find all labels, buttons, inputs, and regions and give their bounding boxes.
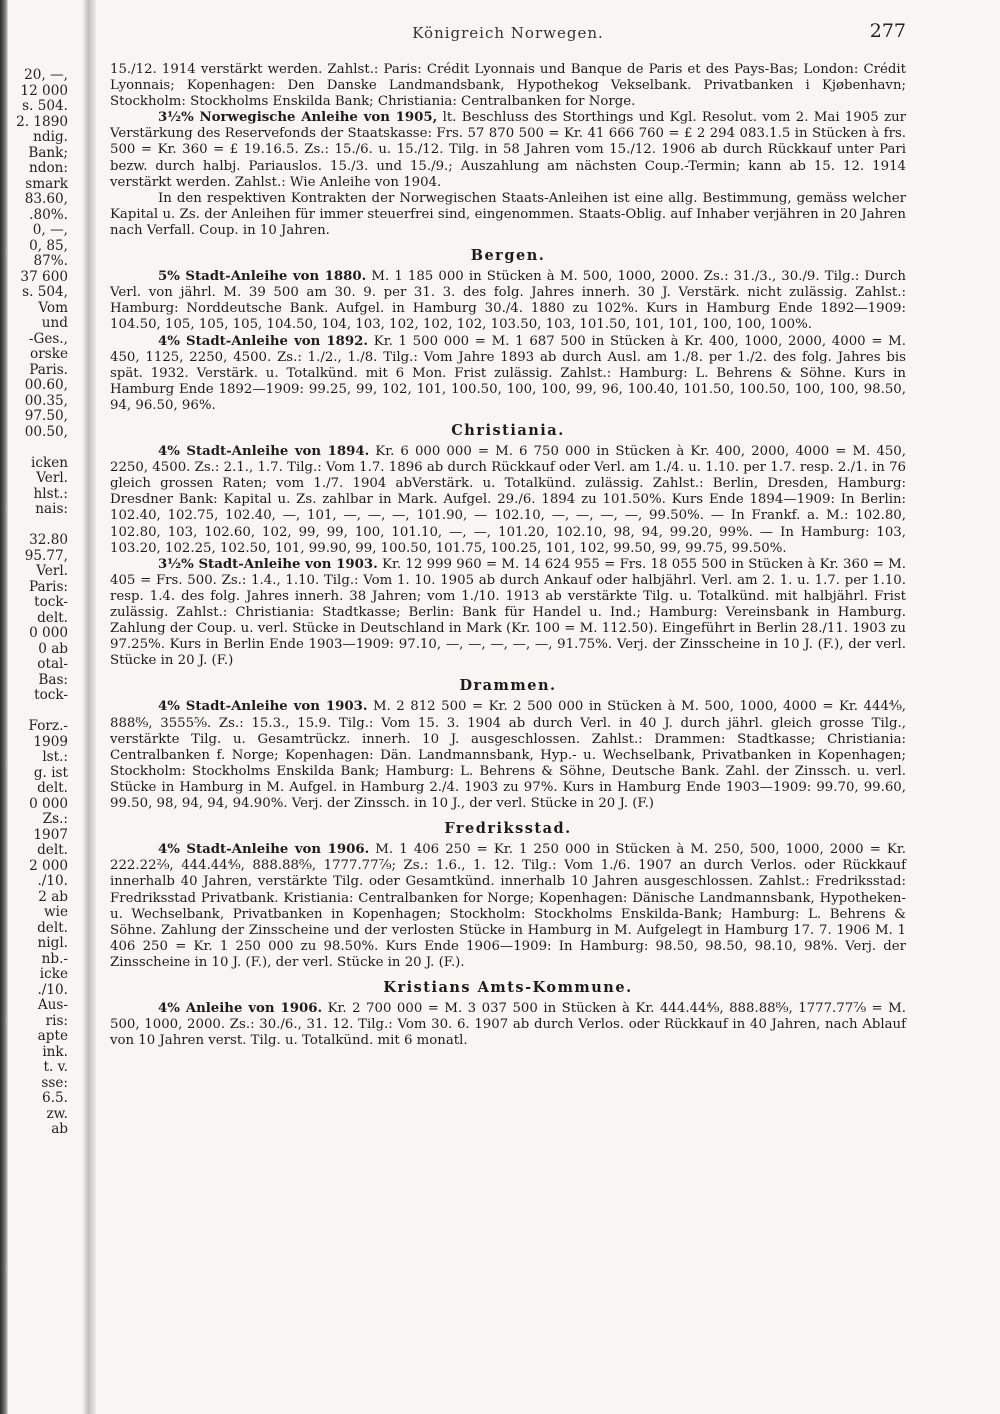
paragraph-tax-note: In den respektiven Kontrakten der Norwegischen Staats-Anleihen ist eine allg. Bestimmung, gemäss welcher Kapital u. Zs. der Anleihen für immer steuerfrei sind, eingenommen. Staats-Oblig. auf Inhaber verjähren in 20 Jahren nach Verfall. Coup. in 10 Jahren. [110,190,906,238]
margin-fragment: 95.77, [24,547,68,564]
section-heading-christiania: Christiania. [451,421,565,439]
margin-fragment: hlst.: [33,485,68,502]
page-number: 277 [869,20,906,42]
loan-title: 4% Stadt-Anleihe von 1903. [158,699,368,715]
margin-fragment: Paris: [28,578,68,595]
margin-fragment: lst.: [42,749,68,765]
loan-title: 5% Stadt-Anleihe von 1880. [158,269,367,285]
loan-entry-fredriksstad-1906 [110,842,906,971]
margin-fragment [0,440,68,456]
margin-fragment: ndig. [33,129,68,145]
margin-fragment: 12 000 [20,82,68,99]
margin-fragment: 0 000 [29,625,68,641]
section-heading-drammen: Drammen. [459,677,557,695]
margin-fragment: smark [25,175,68,192]
margin-fragment: g. ist [33,764,68,781]
section-heading-fredriksstad: Fredriksstad. [444,820,572,838]
margin-fragment: tock- [34,687,68,703]
margin-fragment: ./10. [37,873,68,889]
loan-entry-christiania-1894 [110,444,906,557]
margin-fragment: Bank; [28,144,68,161]
margin-fragment: ndon: [29,160,68,176]
margin-fragment: 0 ab [38,640,68,657]
margin-fragment: 2. 1890 [16,113,68,130]
section-heading-bergen: Bergen. [470,247,546,265]
margin-fragment: Bas: [38,671,68,688]
loan-text: M. 1 185 000 in Stücken à M. 500, 1000, 2000. Zs.: 31./3., 30./9. Tilg.: Durch Verl. von jährl. M. 39 500 am 30. 9. per 31. 3. des folg. Jahres innerh. 30 J. Verstärk. nicht zulässig. Zahlst.: Hamburg: Norddeutsche Bank. Aufgel. in Hamburg 30./4. 1880 zu 102%. Kurs in Hamburg Ende 1892—1909: 104.50, 105, 105, 105, 104.50, 104, 103, 102, 102, 102, 103.50, 103, 101.50, 101, 101, 100, 100, 100%. [110,269,906,333]
margin-fragment: 1907 [33,826,68,843]
margin-fragment: 37 600 [20,268,68,285]
margin-fragment: -Ges., [28,330,68,347]
margin-fragment: delt. [37,919,68,936]
running-title: Königreich Norwegen. [412,24,604,42]
margin-fragment: 0 000 [29,795,68,812]
loan-text: M. 2 812 500 = Kr. 2 500 000 in Stücken à M. 500, 1000, 4000 = Kr. 444⁴⁄₉, 888⁸⁄₉, 3555⁵⁄₉. Zs.: 15.3., 15.9. Tilg.: Vom 15. 3. 1904 ab durch Verl. in 40 J. durch jährl. gleich grosse Tilg., verstärkte Tilg. u. Gesamtrückz. innerh. 10 J. ausgeschlossen. Zahlst.: Drammen: Stadtkasse; Christiania: Centralbanken f. Norge; Kopenhagen: Dän. Landmannsbank, Hyp.- u. Wechselbank, Privatbanken in Kopenhagen; Stockholm: Stockholms Enskilda Bank; Hamburg: L. Behrens & Söhne, Deutsche Bank. Zahl. der Zinssch. u. verl. Stücke in Hamburg in M. Aufgel. in Hamburg 2./4. 1903 zu 97%. Kurs in Hamburg Ende 1903—1909: 99.70, 99.60, 99.50, 98, 94, 94, 94.90%. Verj. der Zinssch. in 10 J., der verl. Stücke in 20 J. (F.) [110,699,907,812]
margin-fragment: ./10. [37,981,68,998]
loan-title: 4% Anleihe von 1906. [158,1001,323,1017]
margin-fragment [0,704,68,720]
previous-page-margin [0,68,68,1138]
margin-fragment: 00.35, [24,392,68,409]
margin-fragment: 2 ab [38,888,68,905]
margin-fragment: ris: [45,1012,68,1029]
margin-fragment: zw. [46,1105,68,1122]
margin-fragment: delt. [37,609,68,626]
margin-fragment: Zs.: [42,811,68,827]
margin-fragment: ink. [42,1043,68,1060]
margin-fragment: 32.80 [29,532,68,548]
margin-fragment: nais: [35,501,68,517]
margin-fragment: Forz.- [28,718,68,734]
loan-text: Kr. 2 700 000 = M. 3 037 500 in Stücken à Kr. 444.44⁴⁄₉, 888.88⁸⁄₉, 1777.77⁷⁄₉ = M. 500, 1000, 2000. Zs.: 30./6., 31. 12. Tilg.: Vom 30. 6. 1907 ab durch Verlos. oder Rückkauf in 40 Jahren, nach Ablauf von 10 Jahren verst. Tilg. u. Totalkünd. mit 6 monatl. [110,1001,906,1049]
margin-fragment: 1909 [33,733,68,750]
margin-fragment: t. v. [43,1059,68,1075]
loan-title: 3½% Norwegische Anleihe von 1905, [158,110,438,126]
margin-fragment: apte [37,1028,68,1044]
margin-fragment: sse: [41,1074,68,1091]
margin-fragment: 0, 85, [29,237,68,254]
loan-entry-bergen-1892 [110,334,906,414]
margin-fragment: Aus- [37,997,68,1013]
loan-title: 4% Stadt-Anleihe von 1892. [158,333,369,349]
loan-title: 4% Stadt-Anleihe von 1906. [158,842,370,858]
margin-fragment: icken [31,454,68,471]
loan-text: Kr. 1 500 000 = M. 1 687 500 in Stücken à Kr. 400, 1000, 2000, 4000 = M. 450, 1125, 2250, 4500. Zs.: 1./2., 1./8. Tilg.: Vom Jahre 1893 ab durch Ausl. am 1./8. per 1./2. des folg. Jahres bis spät. 1932. Verstärk. u. Totalkünd. mit 6 Mon. Frist zulässig. Zahlst.: Hamburg: L. Behrens & Söhne. Kurs in Hamburg Ende 1892—1909: 99.25, 99, 102, 101, 100.50, 100, 100, 99, 96, 100.40, 101.50, 100.50, 100, 100, 98.50, 94, 96.50, 96%. [110,333,906,413]
loan-entry-norway-1905 [110,110,906,190]
margin-fragment: ab [51,1121,68,1137]
margin-fragment: Verl. [36,563,68,579]
page-fold-shadow [82,0,96,1414]
loan-entry-kristians-amt-1906 [110,1001,906,1049]
margin-fragment: Vom [38,299,68,316]
loan-text: Kr. 6 000 000 = M. 6 750 000 in Stücken à Kr. 400, 2000, 4000 = M. 450, 2250, 4500. Zs.: 2.1., 1.7. Tilg.: Vom 1.7. 1896 ab durch Rückkauf oder Verl. am 1./4. u. 1.10. per 1.7. resp. 2./1. in 76 gleich grossen Raten; vom 1./7. 1904 abVerstärk. u. Totalkünd. zulässig. Zahlst.: Berlin, Dresden, Hamburg: Dresdner Bank: Kapital u. Zs. zahlbar in Mark. Aufgel. 29./6. 1894 zu 101.50%. Kurs Ende 1894—1909: In Berlin: 102.40, 102.75, 102.40, —, 101, —, —, —, 101.90, — 102.10, —, —, —, —, 99.50%. — In Frankf. a. M.: 102.80, 102.80, 103, 102.60, 102, 99, 99, 100, 101.10, —, —, 101.20, 102.10, 98, 94, 99.20, 99%. — In Hamburg: 103, 103.20, 102.25, 102.50, 101, 99.90, 99, 100.50, 101.75, 100.25, 101, 102, 99.50, 99, 99.75, 99.50%. [110,444,906,556]
loan-entry-bergen-1880 [110,269,906,333]
paragraph-zahlstellen: 15./12. 1914 verstärkt werden. Zahlst.: Paris: Crédit Lyonnais und Banque de Paris et des Pays-Bas; London: Crédit Lyonnais; Kopenhagen: Den Danske Landmandsbank, Hypothekog Vekselbank. Privatbanken i Kjøbenhavn; Stockholm: Stockholms Enskilda Bank; Christiania: Centralbanken for Norge. [110,62,906,110]
margin-fragment: 00.60, [24,377,68,393]
margin-fragment: Paris. [29,361,68,378]
margin-fragment: delt. [37,780,68,796]
margin-fragment: 97.50, [24,408,68,424]
loan-title: 4% Stadt-Anleihe von 1894. [158,444,370,460]
margin-fragment: .80%. [29,206,68,223]
margin-fragment: 6.5. [42,1090,68,1106]
margin-fragment: otal- [37,656,68,672]
margin-fragment: nb.- [41,950,68,967]
margin-fragment: 0, —, [32,222,68,238]
loan-text: M. 1 406 250 = Kr. 1 250 000 in Stücken à M. 250, 500, 1000, 2000 = Kr. 222.22²⁄₉, 444.44⁴⁄₉, 888.88⁸⁄₉, 1777.77⁷⁄₉; Zs.: 1.6., 1. 12. Tilg.: Vom 1./6. 1907 an durch Verlos. oder Rückkauf innerhalb 40 Jahren, verstärkte Tilg. oder Gesamtkünd. innerhalb 10 Jahren ausgeschlossen. Zahlst.: Fredriksstad: Fredriksstad Privatbank. Kristiania: Centralbanken for Norge; Kopenhagen: Dänische Landmannsbank, Hypotheken- u. Wechselbank, Privatbanken in Kopenhagen; Stockholm: Stockholms Enskilda-Bank; Hamburg: L. Behrens & Söhne. Zahlung der Zinsscheine und der verlosten Stücke in Hamburg in M. Aufgelegt in Hamburg 17. 7. 1906 M. 1 406 250 = Kr. 1 250 000 zu 98.50%. Kurs Ende 1906—1909: In Hamburg: 98.50, 98.50, 98.10, 98%. Verj. der Zinsscheine in 10 J. (F.), der verl. Stücke in 20 J. (F.). [110,842,906,970]
margin-fragment [0,518,68,534]
section-heading-kristians-amts-kommune: Kristians Amts-Kommune. [383,978,633,996]
margin-fragment: s. 504. [22,98,68,114]
loan-entry-drammen-1903 [110,699,906,812]
page-body [110,62,906,1049]
loan-text: lt. Beschluss des Storthings und Kgl. Resolut. vom 2. Mai 1905 zur Verstärkung des Reservefonds der Staatskasse: Frs. 57 870 500 = Kr. 41 666 760 = £ 2 294 083.1.5 in Stücken à frs. 500 = Kr. 360 = £ 19.16.5. Zs.: 15./6. u. 15./12. Tilg. in 58 Jahren vom 15./12. 1906 ab durch Rückkauf unter Pari bezw. durch halbj. Pariauslos. 15./3. und 15./9.; Auszahlung am nächsten Coup.-Termin; kann ab 15. 12. 1914 verstärkt werden. Zahlst.: Wie Anleihe von 1904. [110,110,906,190]
margin-fragment: 2 000 [29,857,68,874]
margin-fragment: delt. [37,842,68,858]
margin-fragment: orske [30,346,68,362]
margin-fragment: 20, —, [24,68,68,83]
margin-fragment: wie [43,904,68,920]
loan-title: 3½% Stadt-Anleihe von 1903. [158,556,378,572]
margin-fragment: Verl. [36,470,68,486]
margin-fragment: icke [39,966,68,982]
margin-fragment: 00.50, [24,423,68,440]
loan-text: Kr. 12 999 960 = M. 14 624 955 = Frs. 18 055 500 in Stücken à Kr. 360 = M. 405 = Frs. 500. Zs.: 1.4., 1.10. Tilg.: Vom 1. 10. 1905 ab durch Ankauf oder halbjährl. Verl. am 2. 1. u. 1.7. per 1.10. resp. 1.4. des folg. Jahres innerh. 38 Jahren; vom 1./10. 1913 ab verstärkte Tilg. u. Totalkünd. mit halbjährl. Frist zulässig. Zahlst.: Christiania: Stadtkasse; Berlin: Bank für Handel u. Ind.; Hamburg: Vereinsbank in Hamburg. Zahlung der Coup. u. verl. Stücke in Deutschland in Mark (Kr. 100 = M. 112.50). Eingeführt in Berlin 28./11. 1903 zu 97.25%. Kurs in Berlin Ende 1903—1909: 97.10, —, —, —, —, —, 91.75%. Verj. der Zinsscheine in 10 J. (F.), der verl. Stücke in 20 J. (F.) [110,556,906,669]
page-header [110,20,906,50]
margin-fragment: tock- [34,594,68,610]
margin-fragment: und [41,315,68,331]
loan-entry-christiania-1903 [110,557,906,670]
margin-fragment: s. 504, [22,284,68,300]
margin-fragment: nigl. [37,935,68,951]
margin-fragment: 87%. [33,253,68,269]
margin-fragment: 83.60, [24,191,68,207]
